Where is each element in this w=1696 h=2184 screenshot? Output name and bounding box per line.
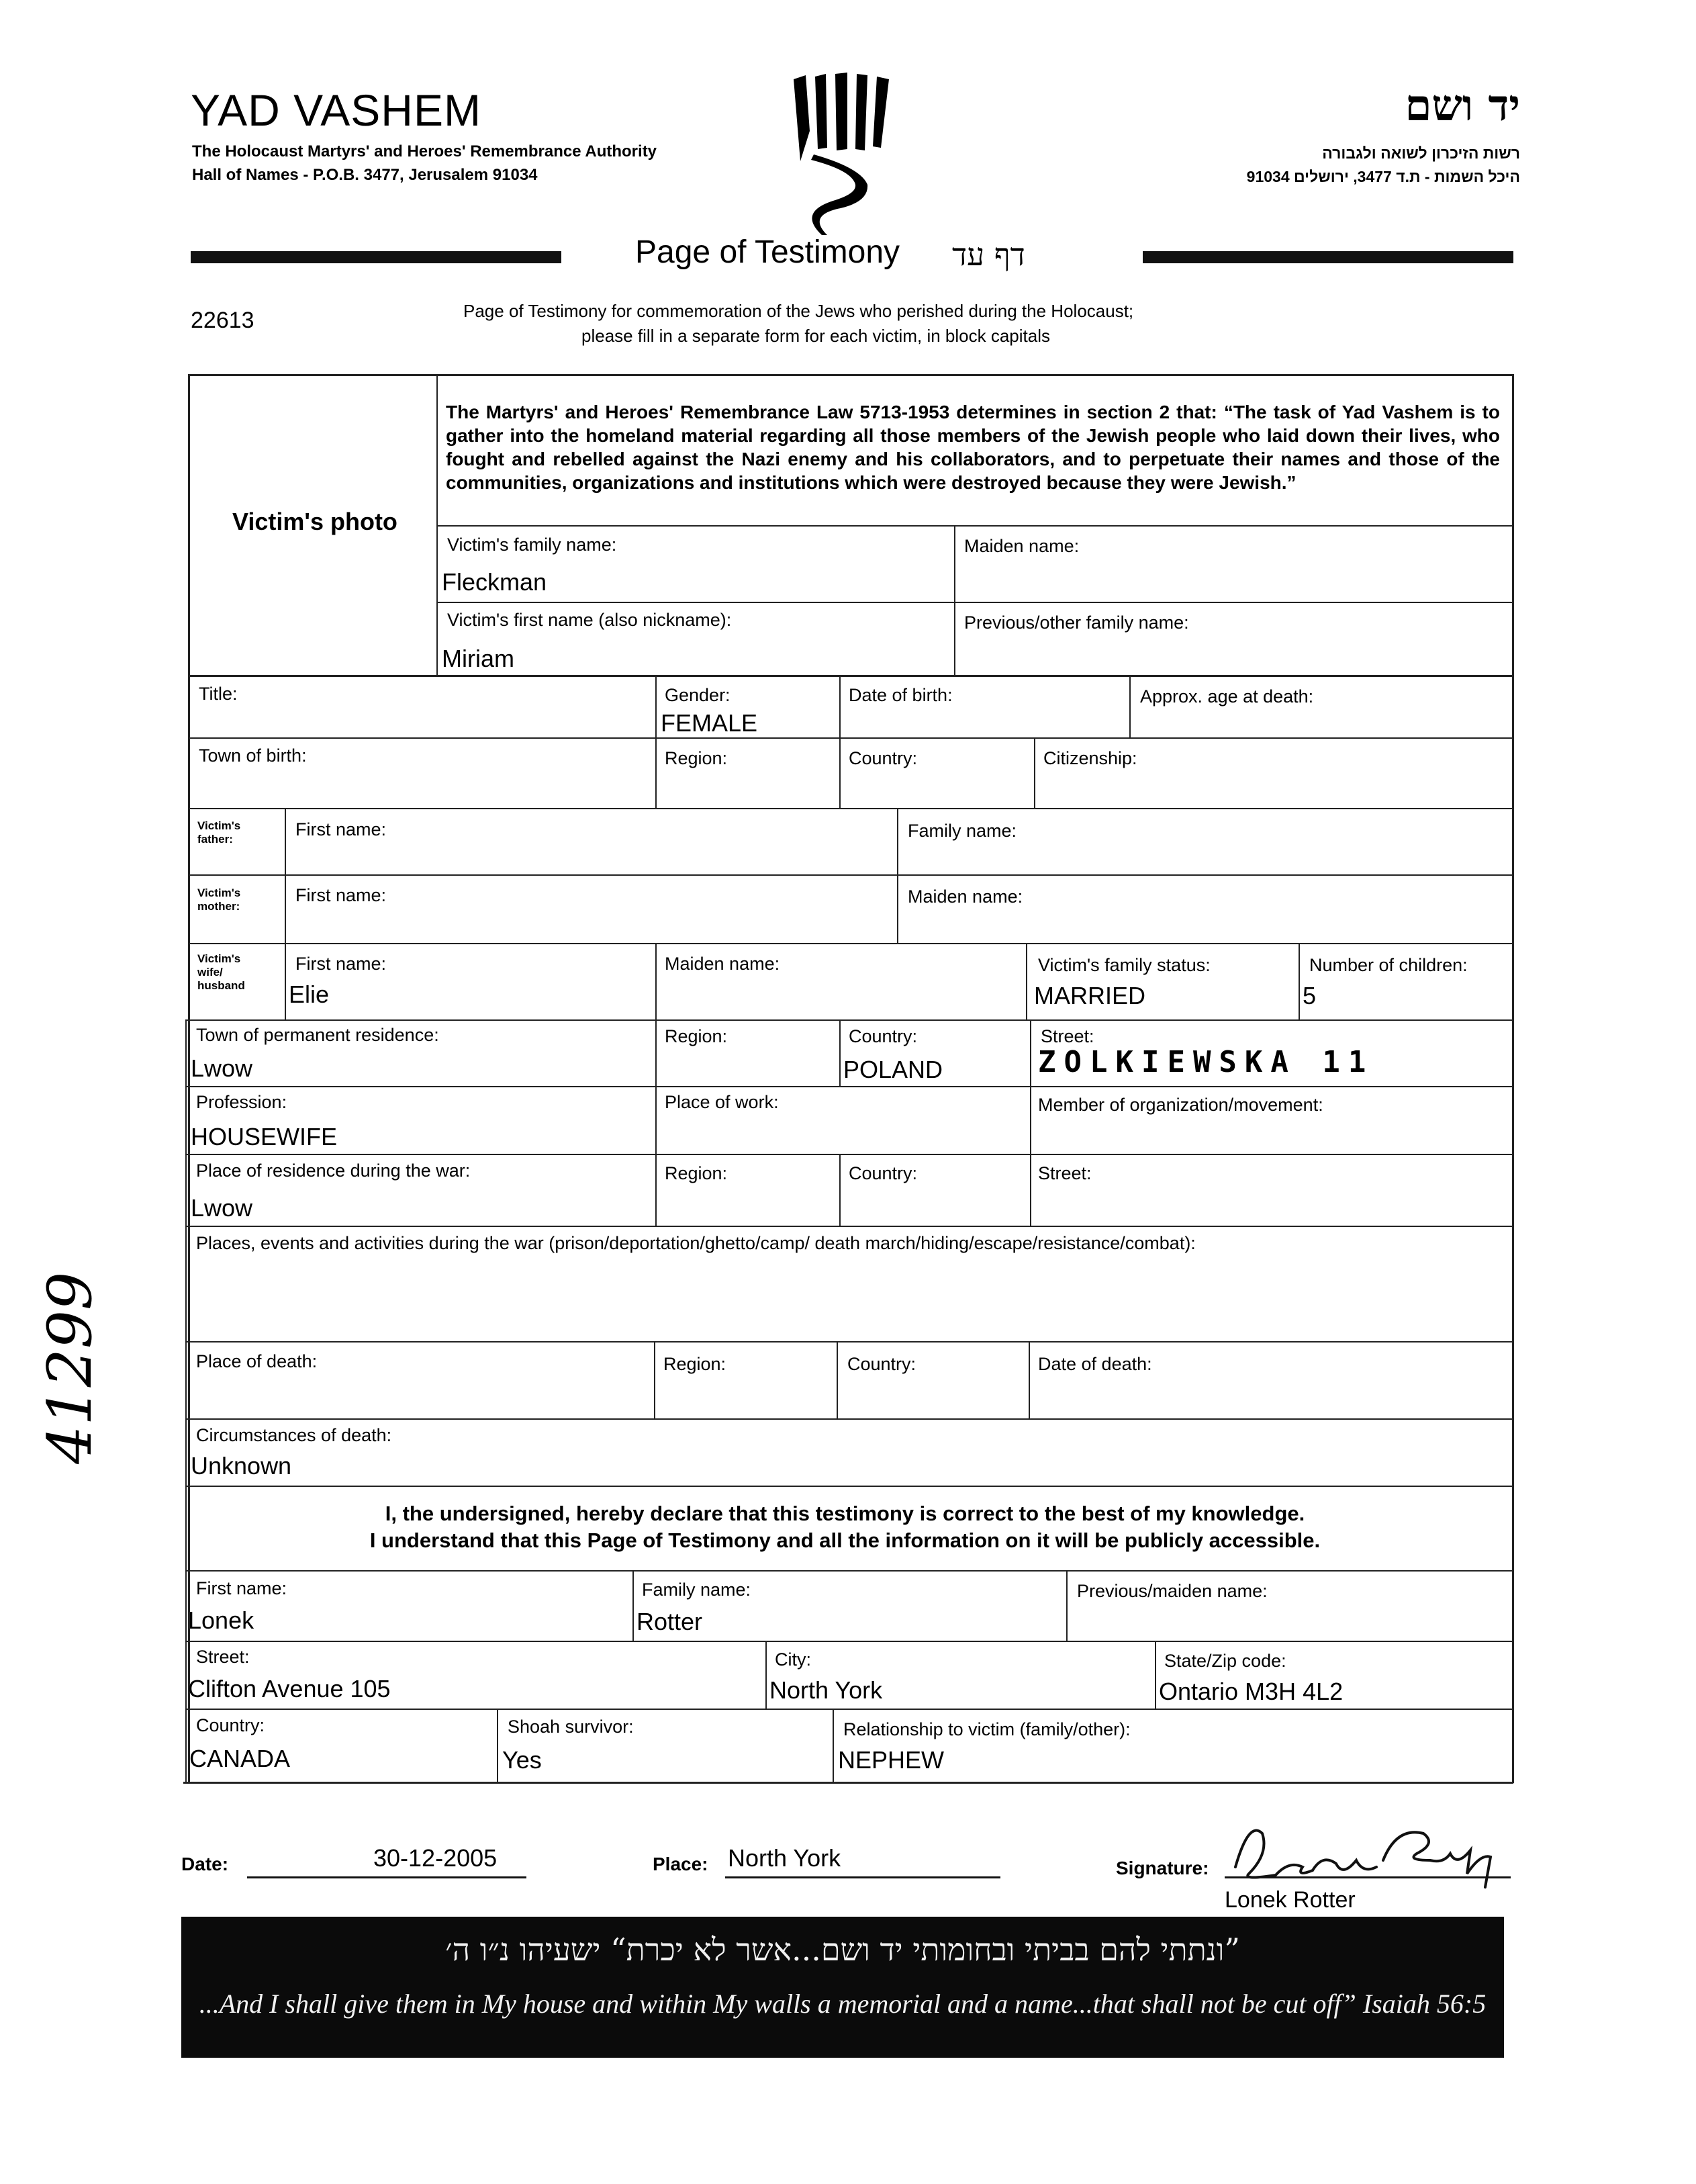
children-value[interactable]: 5 <box>1303 982 1317 1009</box>
submitter-street[interactable]: Clifton Avenue 105 <box>188 1675 391 1702</box>
mother-maiden-name-label: Maiden name: <box>908 886 1023 907</box>
war-events-label: Places, events and activities during the war (prison/deportation/ghetto/camp/ death march/hiding/escape/resistance/combat): <box>196 1233 1196 1253</box>
residence-street[interactable]: ZOLKIEWSKA 11 <box>1038 1045 1374 1079</box>
law-text: The Martyrs' and Heroes' Remembrance Law 5713-1953 determines in section 2 that: “The task of Yad Vashem is to gather into the homeland material regarding all those members of the Jewish people who laid down their lives, who fought and rebelled against the Nazi enemy and his collaborators, and to perpetuate their names and those of the communities, organizations and institutions which were destroyed because they were Jewish.” <box>446 402 1500 493</box>
submitter-previous-name-label: Previous/maiden name: <box>1077 1581 1268 1601</box>
circumstances-value[interactable]: Unknown <box>191 1452 292 1480</box>
profession-label: Profession: <box>196 1092 287 1112</box>
place-underline <box>725 1876 1000 1878</box>
dob-label: Date of birth: <box>849 685 953 705</box>
title-label: Title: <box>199 684 238 704</box>
submitter-country-label: Country: <box>196 1715 265 1735</box>
page-title-hebrew: דף עד <box>952 236 1025 273</box>
citizenship-label: Citizenship: <box>1043 748 1137 768</box>
menorah-logo-icon <box>787 67 901 235</box>
war-residence-value[interactable]: Lwow <box>191 1194 253 1222</box>
org-subtitle-hebrew: רשות הזיכרון לשואה ולגבורה <box>1322 144 1520 162</box>
birth-country-label: Country: <box>849 748 918 768</box>
mother-tag: Victim's mother: <box>197 886 241 913</box>
war-region-label: Region: <box>665 1163 728 1183</box>
victim-family-name-label: Victim's family name: <box>447 535 617 555</box>
profession-value[interactable]: HOUSEWIFE <box>191 1123 338 1150</box>
father-family-name-label: Family name: <box>908 821 1017 841</box>
place-of-death-label: Place of death: <box>196 1351 318 1371</box>
title-rule-left <box>191 251 561 263</box>
residence-town-label: Town of permanent residence: <box>196 1025 439 1045</box>
submitter-city[interactable]: North York <box>769 1676 883 1704</box>
title-rule-right <box>1143 251 1513 263</box>
residence-region-label: Region: <box>665 1026 728 1046</box>
submitter-family-name[interactable]: Rotter <box>637 1608 703 1635</box>
submitter-country[interactable]: CANADA <box>189 1745 291 1772</box>
margin-number: 41299 <box>35 1271 105 1464</box>
date-label: Date: <box>181 1854 229 1874</box>
signature-label: Signature: <box>1116 1858 1209 1878</box>
org-address-hebrew: היכל השמות - ת.ד 3477, ירושלים 91034 <box>1246 168 1520 185</box>
maiden-name-label: Maiden name: <box>964 536 1080 556</box>
submitter-first-name[interactable]: Lonek <box>188 1606 254 1634</box>
relationship-value[interactable]: NEPHEW <box>838 1746 945 1774</box>
family-status-value[interactable]: MARRIED <box>1034 982 1146 1009</box>
signature-name: Lonek Rotter <box>1225 1887 1356 1913</box>
residence-country-label: Country: <box>849 1026 918 1046</box>
org-name: YAD VASHEM <box>191 85 481 135</box>
father-tag: Victim's father: <box>197 819 241 846</box>
war-street-label: Street: <box>1038 1163 1092 1183</box>
shoah-survivor-label: Shoah survivor: <box>508 1717 634 1737</box>
intro-line-2: please fill in a separate form for each victim, in block capitals <box>581 326 1050 346</box>
submitter-street-label: Street: <box>196 1647 250 1667</box>
victim-family-name[interactable]: Fleckman <box>442 568 547 596</box>
signature-image <box>1222 1813 1511 1894</box>
birth-region-label: Region: <box>665 748 728 768</box>
declaration-line-2: I understand that this Page of Testimony and all the information on it will be publicly accessible. <box>369 1529 1321 1552</box>
shoah-survivor-value[interactable]: Yes <box>502 1746 542 1774</box>
victim-photo-label: Victim's photo <box>232 508 397 535</box>
spouse-first-name-label: First name: <box>295 954 387 974</box>
quote-hebrew: ”ונתתי להם בביתי ובחומותי יד ושם...אשר לא יכרת“ ישעיהו נ״ו ה׳ <box>445 1931 1240 1968</box>
death-country-label: Country: <box>847 1354 916 1374</box>
gender-value[interactable]: FEMALE <box>661 709 758 737</box>
date-underline <box>247 1876 526 1878</box>
date-value[interactable]: 30-12-2005 <box>373 1844 498 1872</box>
org-address: Hall of Names - P.O.B. 3477, Jerusalem 91034 <box>192 166 538 184</box>
family-status-label: Victim's family status: <box>1038 955 1211 975</box>
death-region-label: Region: <box>663 1354 726 1374</box>
spouse-first-name[interactable]: Elie <box>289 981 330 1008</box>
date-of-death-label: Date of death: <box>1038 1354 1152 1374</box>
page-title: Page of Testimony <box>635 234 900 270</box>
residence-street-label: Street: <box>1041 1026 1094 1046</box>
spouse-maiden-name-label: Maiden name: <box>665 954 780 974</box>
war-country-label: Country: <box>849 1163 918 1183</box>
place-label: Place: <box>653 1854 708 1874</box>
residence-country[interactable]: POLAND <box>843 1056 943 1083</box>
town-of-birth-label: Town of birth: <box>199 745 307 766</box>
signature-underline <box>1225 1876 1511 1878</box>
quote-english: ...And I shall give them in My house and within My walls a memorial and a name...that shall not be cut off” Isaiah 56:5 <box>199 1989 1487 2019</box>
submitter-city-label: City: <box>775 1649 811 1670</box>
quote-banner <box>181 1917 1504 2058</box>
father-first-name-label: First name: <box>295 819 387 839</box>
place-value[interactable]: North York <box>728 1844 841 1872</box>
war-residence-label: Place of residence during the war: <box>196 1161 471 1181</box>
residence-town[interactable]: Lwow <box>191 1054 253 1082</box>
spouse-tag: Victim's wife/ husband <box>197 952 245 992</box>
victim-first-name-label: Victim's first name (also nickname): <box>447 610 732 630</box>
org-name-hebrew: יד ושם <box>1405 81 1520 131</box>
mother-first-name-label: First name: <box>295 885 387 905</box>
org-subtitle: The Holocaust Martyrs' and Heroes' Remembrance Authority <box>192 142 657 161</box>
submitter-state[interactable]: Ontario M3H 4L2 <box>1159 1678 1344 1705</box>
member-organization-label: Member of organization/movement: <box>1038 1095 1323 1115</box>
intro-line-1: Page of Testimony for commemoration of the Jews who perished during the Holocaust; <box>463 301 1134 321</box>
submitter-state-label: State/Zip code: <box>1164 1651 1286 1671</box>
children-label: Number of children: <box>1309 955 1468 975</box>
previous-name-label: Previous/other family name: <box>964 612 1189 633</box>
gender-label: Gender: <box>665 685 731 705</box>
place-of-work-label: Place of work: <box>665 1092 779 1112</box>
age-at-death-label: Approx. age at death: <box>1140 686 1314 707</box>
declaration-line-1: I, the undersigned, hereby declare that this testimony is correct to the best of my knowledge. <box>385 1502 1305 1525</box>
form-id: 22613 <box>191 308 254 333</box>
victim-first-name[interactable]: Miriam <box>442 645 514 672</box>
submitter-family-name-label: Family name: <box>642 1580 751 1600</box>
relationship-label: Relationship to victim (family/other): <box>843 1719 1131 1739</box>
submitter-first-name-label: First name: <box>196 1578 287 1598</box>
circumstances-label: Circumstances of death: <box>196 1425 392 1445</box>
